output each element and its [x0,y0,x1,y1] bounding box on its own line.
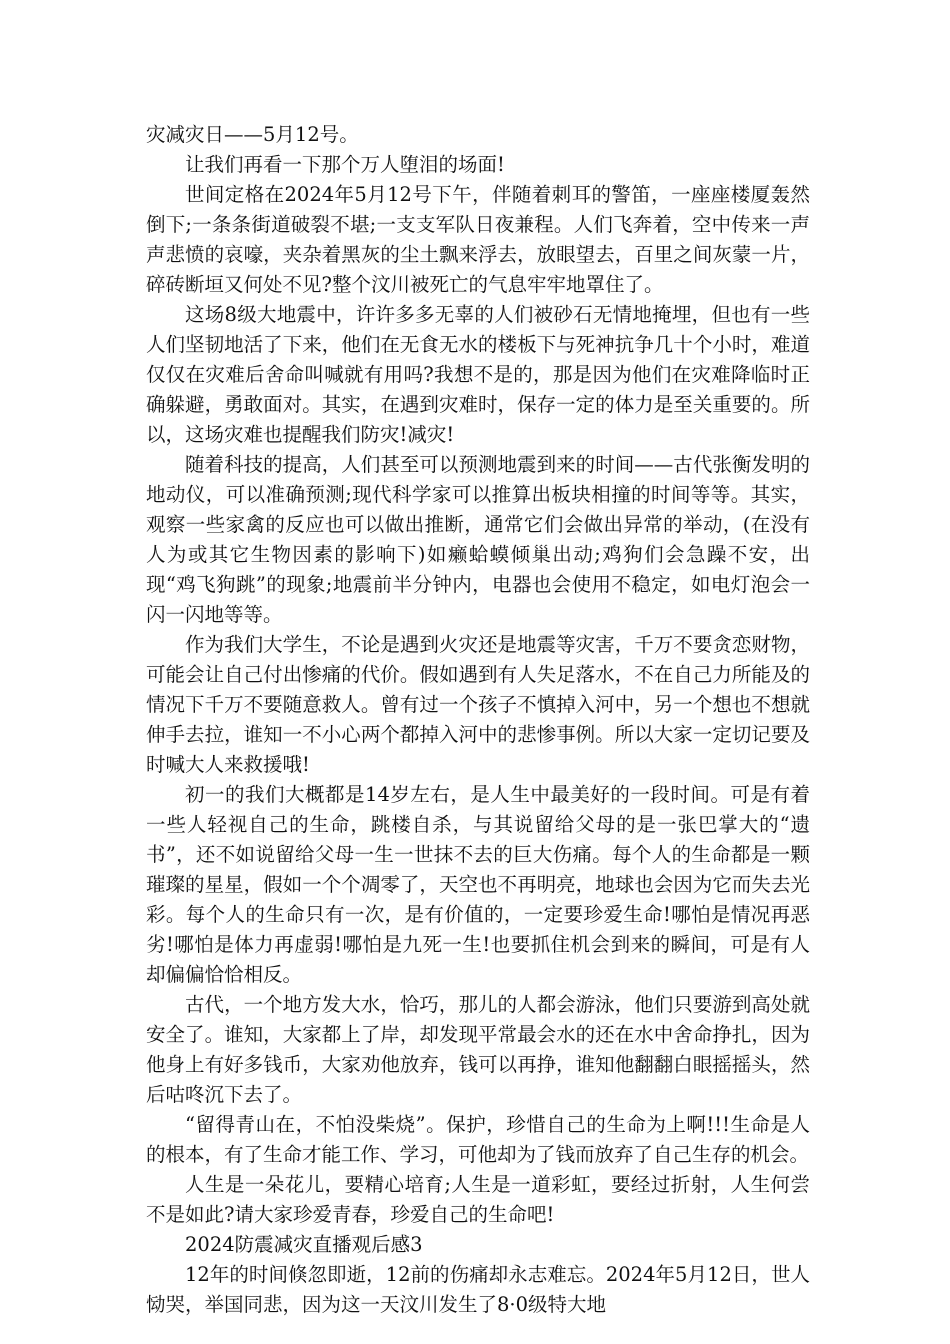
paragraph: 世间定格在2024年5月12号下午，伴随着刺耳的警笛，一座座楼厦轰然倒下;一条条街道破裂不堪;一支支军队日夜兼程。人们飞奔着，空中传来一声声悲愤的哀嚎，夹杂着黑灰的尘土飘来浮去，放眼望去，百里之间灰蒙一片，碎砖断垣又何处不见?整个汶川被死亡的气息牢牢地罩住了。 [146,183,810,296]
paragraph: 这场8级大地震中，许许多多无辜的人们被砂石无情地掩埋，但也有一些人们坚韧地活了下来，他们在无食无水的楼板下与死神抗争几十个小时，难道仅仅在灾难后舍命叫喊就有用吗?我想不是的，那是因为他们在灾难降临时正确躲避，勇敢面对。其实，在遇到灾难时，保存一定的体力是至关重要的。所以，这场灾难也提醒我们防灾!减灾! [146,303,810,446]
paragraph: 随着科技的提高，人们甚至可以预测地震到来的时间——古代张衡发明的地动仪，可以准确预测;现代科学家可以推算出板块相撞的时间等等。其实，观察一些家禽的反应也可以做出推断，通常它们会做出异常的举动，(在没有人为或其它生物因素的影响下)如癞蛤蟆倾巢出动;鸡狗们会急躁不安，出现“鸡飞狗跳”的现象;地震前半分钟内，电器也会使用不稳定，如电灯泡会一闪一闪地等等。 [146,453,810,626]
paragraph: 让我们再看一下那个万人堕泪的场面! [185,153,505,176]
paragraph: 12年的时间倏忽即逝，12前的伤痛却永志难忘。2024年5月12日，世人恸哭，举国同悲，因为这一天汶川发生了8·0级特大地 [146,1263,810,1316]
paragraph-continuation: 灾减灾日——5月12号。 [146,123,359,146]
document-body [146,120,810,1320]
paragraph: 古代，一个地方发大水，恰巧，那儿的人都会游泳，他们只要游到高处就安全了。谁知，大家都上了岸，却发现平常最会水的还在水中舍命挣扎，因为他身上有好多钱币，大家劝他放弃，钱可以再挣，谁知他翻翻白眼摇摇头，然后咕咚沉下去了。 [146,993,810,1106]
paragraph: 作为我们大学生，不论是遇到火灾还是地震等灾害，千万不要贪恋财物，可能会让自己付出惨痛的代价。假如遇到有人失足落水，不在自己力所能及的情况下千万不要随意救人。曾有过一个孩子不慎掉入河中，另一个想也不想就伸手去拉，谁知一不小心两个都掉入河中的悲惨事例。所以大家一定切记要及时喊大人来救援哦! [146,633,810,776]
paragraph: 初一的我们大概都是14岁左右，是人生中最美好的一段时间。可是有着一些人轻视自己的生命，跳楼自杀，与其说留给父母的是一张巴掌大的“遗书”，还不如说留给父母一生一世抹不去的巨大伤痛。每个人的生命都是一颗璀璨的星星，假如一个个凋零了，天空也不再明亮，地球也会因为它而失去光彩。每个人的生命只有一次，是有价值的，一定要珍爱生命!哪怕是情况再恶劣!哪怕是体力再虚弱!哪怕是九死一生!也要抓住机会到来的瞬间，可是有人却偏偏恰恰相反。 [146,783,810,986]
paragraph: 人生是一朵花儿，要精心培育;人生是一道彩虹，要经过折射，人生何尝不是如此?请大家珍爱青春，珍爱自己的生命吧! [146,1173,810,1226]
paragraph: “留得青山在，不怕没柴烧”。保护，珍惜自己的生命为上啊!!!生命是人的根本，有了生命才能工作、学习，可他却为了钱而放弃了自己生存的机会。 [146,1113,810,1166]
section-heading: 2024防震减灾直播观后感3 [185,1233,423,1256]
